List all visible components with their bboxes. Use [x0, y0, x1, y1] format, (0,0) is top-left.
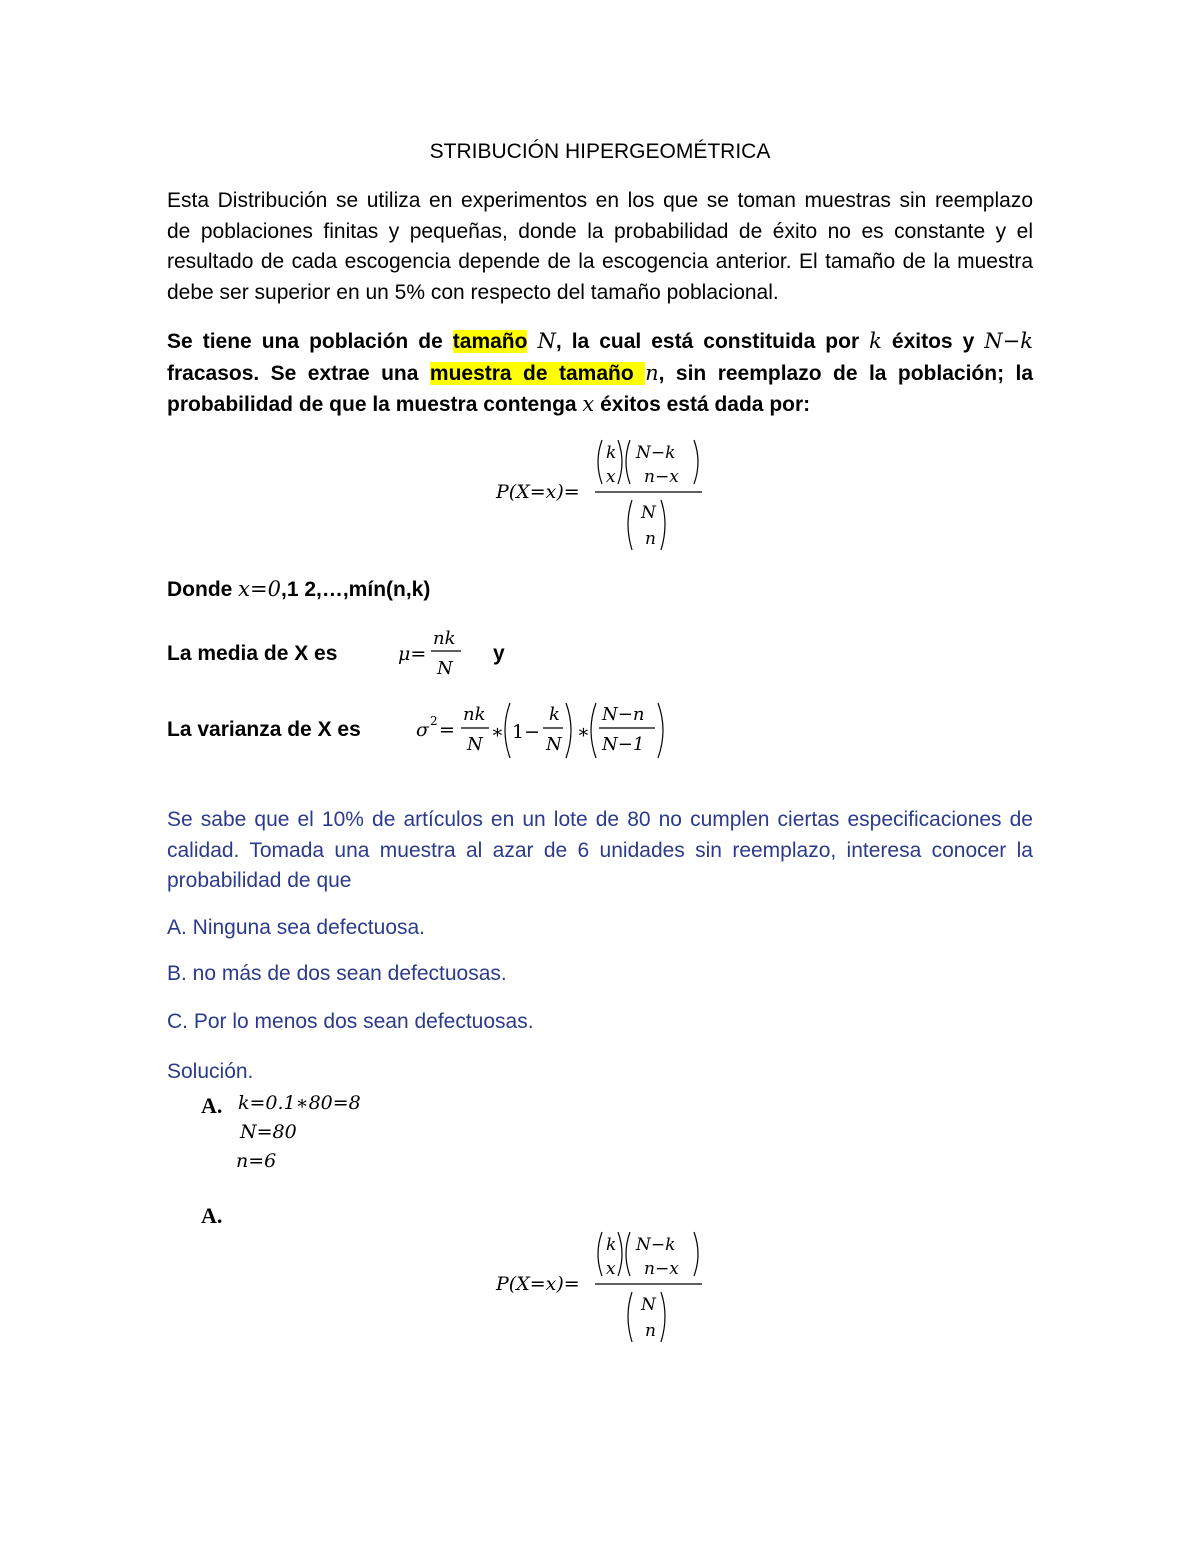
- varianza-label: La varianza de X es: [167, 718, 361, 741]
- solution-n-expr: n=6: [236, 1150, 277, 1172]
- svg-text:x: x: [606, 467, 616, 487]
- donde-line: Donde x=0,1 2,…,mín(n,k): [167, 577, 431, 601]
- svg-text:∗: ∗: [491, 721, 504, 743]
- svg-text:N−k: N−k: [636, 1235, 676, 1255]
- svg-text:N−n: N−n: [602, 704, 645, 725]
- highlight-muestra: muestra de tamaño: [430, 362, 645, 385]
- hypergeometric-formula-2: [490, 1224, 720, 1349]
- svg-text:k: k: [606, 443, 617, 463]
- svg-text:n−x: n−x: [644, 467, 679, 487]
- problem-paragraph: [167, 805, 1033, 897]
- media-y: y: [493, 642, 505, 665]
- intro-line: debe ser superior en un 5% con respecto del tamaño poblacional.: [167, 280, 779, 304]
- solution-letter-a-2: A.: [201, 1203, 223, 1228]
- svg-text:nk: nk: [433, 628, 456, 649]
- varianza-formula: [413, 698, 683, 768]
- svg-text:x: x: [606, 1259, 616, 1279]
- solution-k-expr: k=0.1∗80=8: [238, 1092, 361, 1114]
- definition-line-2: fracasos. Se extrae una muestra de tamaño n, sin reemplazo de la población; la: [167, 360, 1034, 385]
- binom-Nk-nx: [626, 440, 698, 487]
- svg-text:1−: 1−: [512, 721, 541, 743]
- svg-text:μ=: μ=: [398, 643, 427, 665]
- solution-letter-a: A.: [201, 1093, 223, 1118]
- svg-text:nk: nk: [463, 704, 486, 725]
- binom-k-x: [598, 440, 622, 487]
- solution-label: Solución.: [167, 1060, 254, 1083]
- problem-line: probabilidad de que: [167, 869, 352, 892]
- svg-text:σ: σ: [416, 719, 429, 741]
- svg-text:P(X=x)=: P(X=x)=: [496, 1273, 580, 1295]
- svg-text:N−k: N−k: [636, 443, 676, 463]
- svg-text:N−1: N−1: [602, 734, 645, 755]
- intro-paragraph: [167, 186, 1033, 308]
- intro-line: resultado de cada escogencia depende de la escogencia anterior. El tamaño de la muestra: [167, 250, 1033, 273]
- definition-line-1: Se tiene una población de tamaño N, la cual está constituida por k éxitos y N−k: [167, 329, 1033, 353]
- option-c: C. Por lo menos dos sean defectuosas.: [167, 1010, 534, 1033]
- svg-text:∗: ∗: [577, 721, 590, 743]
- intro-line: Esta Distribución se utiliza en experimentos en los que se toman muestras sin reemplazo: [167, 189, 1033, 212]
- problem-line: Se sabe que el 10% de artículos en un lote de 80 no cumplen ciertas especificaciones de: [167, 808, 1033, 831]
- media-label: La media de X es: [167, 642, 338, 665]
- svg-text:N: N: [641, 1295, 656, 1315]
- binom-N-n: [628, 1292, 665, 1342]
- svg-text:n−x: n−x: [644, 1259, 679, 1279]
- solution-N-expr: N=80: [240, 1121, 297, 1143]
- definition-paragraph: [167, 326, 1033, 421]
- svg-text:k: k: [549, 704, 560, 725]
- svg-text:N: N: [546, 734, 562, 755]
- option-a: A. Ninguna sea defectuosa.: [167, 916, 426, 939]
- page-title: STRIBUCIÓN HIPERGEOMÉTRICA: [429, 140, 771, 163]
- svg-text:=: =: [439, 719, 455, 741]
- binom-k-x: [598, 1232, 622, 1279]
- svg-text:k: k: [606, 1235, 617, 1255]
- binom-Nk-nx: [626, 1232, 698, 1279]
- binom-N-n: [628, 500, 665, 550]
- option-b: B. no más de dos sean defectuosas.: [167, 962, 507, 985]
- definition-line-3: probabilidad de que la muestra contenga x éxitos está dada por:: [167, 392, 811, 416]
- intro-line: de poblaciones finitas y pequeñas, donde la probabilidad de éxito no es constante y el: [167, 219, 1033, 243]
- svg-text:N: N: [467, 734, 483, 755]
- svg-text:2: 2: [430, 714, 438, 728]
- problem-line: calidad. Tomada una muestra al azar de 6 unidades sin reemplazo, interesa conocer la: [167, 838, 1033, 862]
- hypergeometric-formula: [490, 432, 720, 557]
- svg-text:N: N: [641, 503, 656, 523]
- svg-text:N: N: [437, 658, 453, 679]
- formula-lhs: P(X=x)=: [496, 481, 580, 503]
- highlight-tamano: tamaño: [452, 330, 528, 353]
- svg-text:n: n: [645, 529, 656, 549]
- svg-text:n: n: [645, 1321, 656, 1341]
